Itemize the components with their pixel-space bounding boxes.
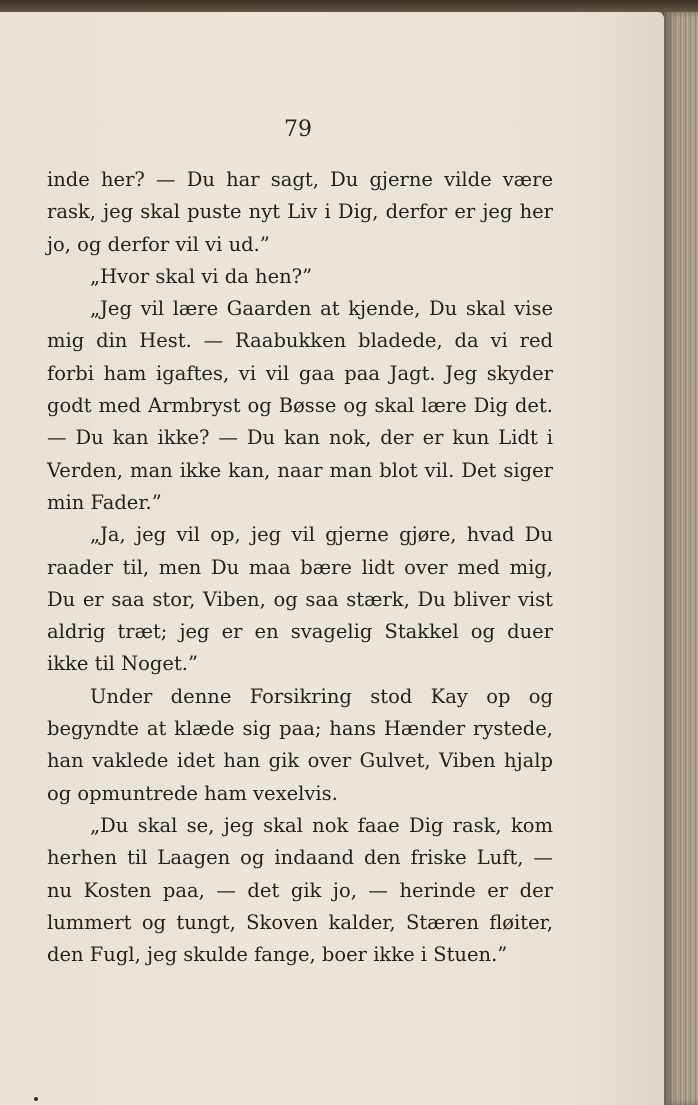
book-page-edges <box>664 12 698 1105</box>
body-text <box>47 164 553 971</box>
page-number: 79 <box>284 117 312 142</box>
paragraph-1: inde her? — Du har sagt, Du gjerne vilde være rask, jeg skal puste nyt Liv i Dig, derfor er jeg her jo, og derfor vil vi ud.” <box>47 168 553 256</box>
paragraph-4: „Ja, jeg vil op, jeg vil gjerne gjøre, hvad Du raader til, men Du maa bære lidt over med mig, Du er saa stor, Viben, og saa stærk, Du bliver vist aldrig træt; jeg er en svagelig Stakkel og duer ikke til Noget.” <box>47 523 553 676</box>
ink-speck <box>34 1097 38 1101</box>
paragraph-6: „Du skal se, jeg skal nok faae Dig rask, kom herhen til Laagen og indaand den friske Luft, — nu Kosten paa, — det gik jo, — herinde er der lummert og tungt, Skoven kalder, Stæren fløiter, den Fugl, jeg skulde fange, boer ikke i Stuen.” <box>47 813 553 967</box>
paragraph-3: „Jeg vil lære Gaarden at kjende, Du skal vise mig din Hest. — Raabukken bladede, da vi red forbi ham igaftes, vi vil gaa paa Jagt. Jeg skyder godt med Armbryst og Bøsse og skal lære Dig det. — Du kan ikke? — Du kan nok, der er kun Lidt i Verden, man ikke kan, naar man blot vil. Det siger min Fader.” <box>47 297 553 514</box>
paragraph-5: Under denne Forsikring stod Kay op og begyndte at klæde sig paa; hans Hænder rystede, han vaklede idet han gik over Gulvet, Viben hjalp og opmuntrede ham vexelvis. <box>47 684 553 805</box>
page-paper <box>0 12 664 1105</box>
paragraph-2: „Hvor skal vi da hen?” <box>90 264 313 288</box>
